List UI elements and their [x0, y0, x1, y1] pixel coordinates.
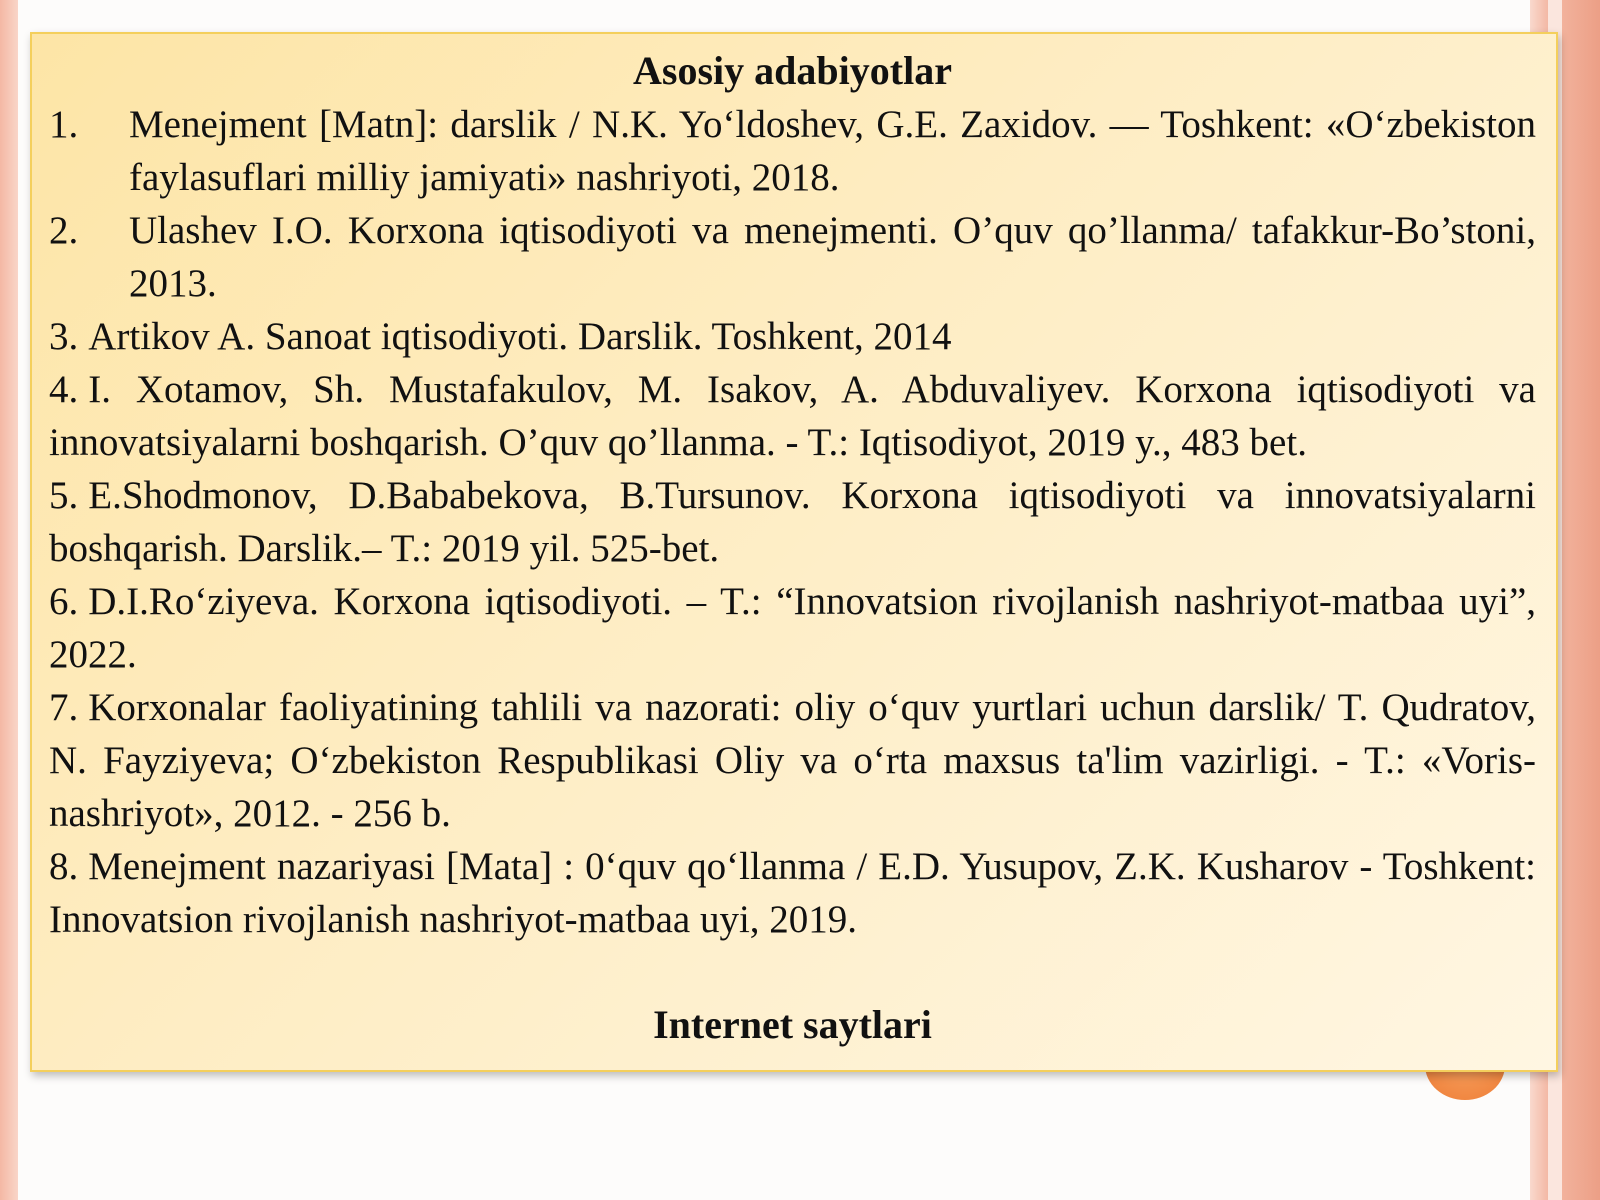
- reference-text: Ulashev I.O. Korxona iqtisodiyoti va menejmenti. O’quv qo’llanma/ tafakkur-Bo’stoni, 2013.: [129, 209, 1536, 305]
- reference-text: Korxonalar faoliyatining tahlili va nazorati: oliy o‘quv yurtlari uchun darslik/ T. Qudratov, N. Fayziyeva; O‘zbekiston Respublikasi Oliy va o‘rta maxsus ta'lim vazirligi. - T.: «Voris-nashriyot», 2012. - 256 b.: [49, 686, 1536, 835]
- reference-item: [49, 98, 1536, 204]
- reference-item: [49, 204, 1536, 310]
- reference-item: [49, 575, 1536, 681]
- left-decorative-stripe: [0, 0, 18, 1200]
- right-decorative-stripe-dark: [1562, 0, 1600, 1200]
- reference-item: [49, 840, 1536, 946]
- reference-number: 6.: [49, 580, 79, 623]
- reference-text: I. Xotamov, Sh. Mustafakulov, M. Isakov, A. Abduvaliyev. Korxona iqtisodiyoti va innovatsiyalarni boshqarish. O’quv qo’llanma. - T.: Iqtisodiyot, 2019 y., 483 bet.: [49, 368, 1536, 464]
- reference-number: 7.: [49, 686, 79, 729]
- reference-number: 8.: [49, 845, 79, 888]
- internet-sites-heading: Internet saytlari: [653, 1002, 932, 1047]
- reference-text: D.I.Ro‘ziyeva. Korxona iqtisodiyoti. – T.: “Innovatsion rivojlanish nashriyot-matbaa uyi”, 2022.: [49, 580, 1536, 676]
- reference-item: [49, 363, 1536, 469]
- references-box: [30, 32, 1558, 1072]
- reference-text: Artikov A. Sanoat iqtisodiyoti. Darslik. Toshkent, 2014: [88, 315, 952, 358]
- reference-item: [49, 469, 1536, 575]
- reference-text: Menejment [Matn]: darslik / N.K. Yo‘ldoshev, G.E. Zaxidov. — Toshkent: «O‘zbekiston faylasuflari milliy jamiyati» nashriyoti, 2018.: [129, 103, 1536, 199]
- reference-text: E.Shodmonov, D.Bababekova, B.Tursunov. Korxona iqtisodiyoti va innovatsiyalarni boshqarish. Darslik.– T.: 2019 yil. 525-bet.: [49, 474, 1536, 570]
- reference-number: 1.: [49, 103, 79, 146]
- main-literature-heading: Asosiy adabiyotlar: [633, 48, 952, 93]
- reference-number: 3.: [49, 315, 79, 358]
- reference-number: 2.: [49, 209, 79, 252]
- reference-number: 4.: [49, 368, 79, 411]
- reference-item: [49, 310, 1536, 363]
- reference-text: Menejment nazariyasi [Mata] : 0‘quv qo‘llanma / E.D. Yusupov, Z.K. Kusharov - Toshkent: Innovatsion rivojlanish nashriyot-matbaa uyi, 2019.: [49, 845, 1536, 941]
- reference-item: [49, 681, 1536, 840]
- reference-number: 5.: [49, 474, 79, 517]
- reference-list: [49, 98, 1536, 946]
